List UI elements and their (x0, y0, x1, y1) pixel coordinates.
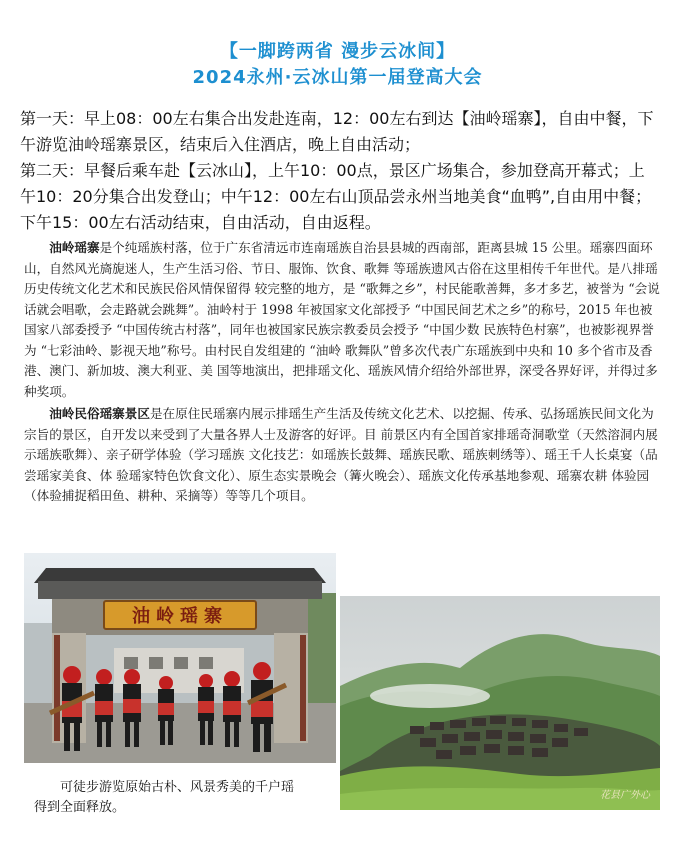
paragraph-scenic-area (24, 404, 660, 507)
caption (34, 778, 334, 818)
itinerary (20, 106, 660, 236)
watermark: 花县广外心 (600, 790, 650, 801)
gate-photo (24, 553, 336, 763)
itinerary-day-2: 第二天：早餐后乘车赴【云冰山】，上午10：00点，景区广场集合，参加登高开幕式；上午10：20分集合出发登山；中午12：00左右山顶品尝永州当地美食“血鸭”,自由用中餐；下午15：00左右活动结束，自由活动，自由返程。 (20, 161, 652, 232)
title-line-2: 2024永州·云冰山第一届登高大会 (192, 67, 483, 88)
paragraph-lead: 油岭瑶寨 (49, 240, 100, 255)
caption-line-1: 可徒步游览原始古朴、风景秀美的千户瑶 (60, 780, 295, 795)
mountain-village-photo (340, 596, 660, 810)
caption-line-2: 得到全面释放。 (34, 800, 126, 815)
gate-sign: 油岭瑶寨 (132, 606, 228, 627)
paragraph-body: 是个纯瑶族村落，位于广东省清远市连南瑶族自治县县城的西南部，距离县城 15 公里。瑶寨四面环山，自然风光旖旎迷人，生产生活习俗、节日、服饰、饮食、歌舞 等瑶族遗风古俗在这里相传千年世代。是八排瑶历史传统文化艺术和民族民俗风情保留得 较完整的地方，是 “歌舞之乡”，村民能歌善舞，多才多艺，被誉为 “会说话就会唱歌，会走路就会跳舞”。油岭村于 1998 年被国家文化部授予 “中国民间艺术之乡”的称号，2015 年也被国家八部委授予 “中国传统古村落”，同年也被国家民族宗教委员会授予 “中国少数 民族特色村寨”，也被影视界誉为 “七彩油岭、影视天地”称号。由村民自发组建的 “油岭 歌舞队”曾多次代表广东瑶族到中央和 10 多个省市及香港、澳门、新加坡、澳大利亚、美 国等地演出，把排瑶文化、瑶族风情介绍给外部世界，深受各界好评，并得过多种奖项。 (24, 240, 660, 399)
paragraph-youling-village (24, 238, 660, 402)
paragraph-lead: 油岭民俗瑶寨景区 (49, 406, 150, 421)
description (24, 238, 660, 507)
itinerary-day-1: 第一天：早上08：00左右集合出发赴连南，12：00左右到达【油岭瑶寨】，自由中餐，下午游览油岭瑶寨景区，结束后入住酒店，晚上自由活动； (20, 109, 654, 154)
title-line-1: 【一脚跨两省 漫步云冰间】 (219, 41, 456, 62)
paragraph-body: 是在原住民瑶寨内展示排瑶生产生活及传统文化艺术、以挖掘、传承、弘扬瑶族民间文化为宗旨的景区，自开发以来受到了大量各界人士及游客的好评。目 前景区内有全国首家排瑶奇洞歌堂（天然溶洞内展示瑶族歌舞）、亲子研学体验（学习瑶族 文化技艺：如瑶族长鼓舞、瑶族民歌、瑶族刺绣等）、瑶王千人长桌宴（品尝瑶家美食、体 验瑶家特色饮食文化）、原生态实景晚会（篝火晚会）、瑶族文化传承基地参观、瑶寨农耕 体验园（体验捕捉稻田鱼、耕种、采摘等）等等几个项目。 (24, 406, 658, 503)
